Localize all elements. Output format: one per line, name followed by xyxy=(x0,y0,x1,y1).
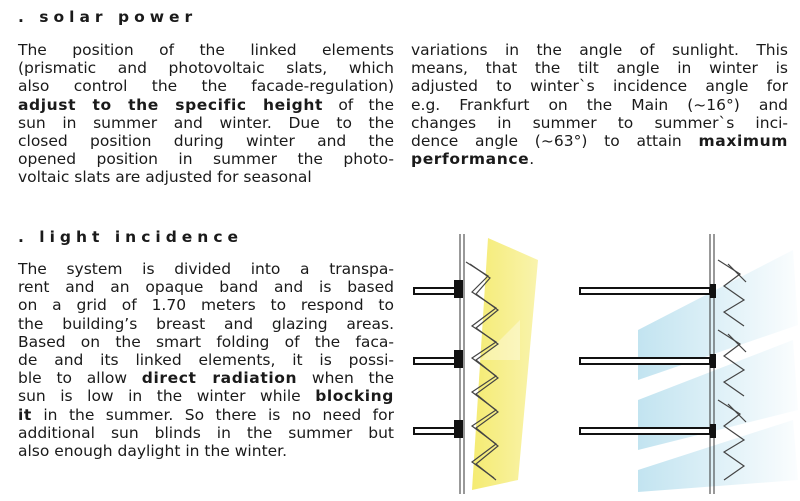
text-run: voltaic slats are adjusted for seasonal xyxy=(18,168,312,187)
text-line xyxy=(18,351,394,369)
text-run: ble to allow xyxy=(18,369,142,388)
text-line xyxy=(18,150,394,168)
summer-sunlight-band xyxy=(638,250,798,492)
text-line xyxy=(411,132,788,150)
text-line xyxy=(18,315,394,333)
text-line xyxy=(18,41,394,59)
text-line xyxy=(18,260,394,278)
text-run: in the summer. So there is no need for xyxy=(31,405,394,424)
text-run: the building’s breast and glazing areas. xyxy=(18,314,394,333)
facade-section-diagrams xyxy=(410,230,800,498)
emphasis-text: performance xyxy=(411,150,530,169)
emphasis-text: direct radiation xyxy=(141,369,298,388)
text-line xyxy=(411,41,788,59)
text-line xyxy=(18,387,394,405)
text-line xyxy=(18,278,394,296)
text-run: sun is low in the winter while xyxy=(18,387,316,406)
text-line xyxy=(18,168,394,186)
text-line xyxy=(18,333,394,351)
text-line xyxy=(18,96,394,114)
text-line xyxy=(411,96,788,114)
winter-facade-diagram xyxy=(414,234,538,494)
text-line xyxy=(18,77,394,95)
text-line xyxy=(18,406,394,424)
winter-floor-slabs xyxy=(414,280,463,438)
text-run: e.g. Frankfurt on the Main (~16°) and xyxy=(411,95,788,114)
text-run: additional sun blinds in the summer but xyxy=(18,423,394,442)
text-run: de and its linked elements, it is possi- xyxy=(18,351,394,370)
solar-power-text-left xyxy=(18,41,394,187)
text-line xyxy=(18,442,394,460)
text-line xyxy=(18,59,394,77)
text-line xyxy=(18,296,394,314)
text-line xyxy=(18,132,394,150)
emphasis-text: adjust to the specific height xyxy=(18,95,324,114)
text-run: variations in the angle of sunlight. This xyxy=(411,41,788,59)
light-incidence-text xyxy=(18,260,394,460)
emphasis-text: blocking xyxy=(315,387,394,406)
section-title-light-incidence: . light incidence xyxy=(18,228,244,246)
text-line xyxy=(411,77,788,95)
text-line xyxy=(18,369,394,387)
text-run: adjusted to winter`s incidence angle for xyxy=(411,77,788,96)
text-run: on a grid of 1.70 meters to respond to xyxy=(18,296,394,315)
section-title-solar-power: . solar power xyxy=(18,8,198,26)
text-line xyxy=(411,59,788,77)
text-run: . xyxy=(529,150,535,169)
text-run: changes in summer to summer`s inci- xyxy=(411,113,788,132)
text-run: of the xyxy=(323,95,394,114)
text-line xyxy=(18,114,394,132)
emphasis-text: it xyxy=(18,405,32,424)
text-line xyxy=(411,114,788,132)
text-run: rent and an opaque band and is based xyxy=(18,278,394,297)
text-line xyxy=(411,150,788,168)
solar-power-text-right xyxy=(411,41,788,168)
text-run: also enough daylight in the winter. xyxy=(18,442,288,461)
text-run: dence angle (~63°) to attain xyxy=(411,132,699,151)
text-run: opened position in summer the photo- xyxy=(18,150,394,169)
text-run: closed position during winter and the xyxy=(18,132,394,151)
winter-sunlight-band xyxy=(472,238,538,490)
text-run: also control the the facade-regulation) xyxy=(18,77,394,96)
text-run: (prismatic and photovoltaic slats, which xyxy=(18,59,394,78)
text-run: The system is divided into a transpa- xyxy=(18,260,394,278)
text-run: The position of the linked elements xyxy=(18,41,394,59)
text-line xyxy=(18,424,394,442)
emphasis-text: maximum xyxy=(698,132,788,151)
text-run: means, that the tilt angle in winter is xyxy=(411,59,788,78)
text-run: sun in summer and winter. Due to the xyxy=(18,113,394,132)
text-run: Based on the smart folding of the faca- xyxy=(18,332,394,351)
text-run: when the xyxy=(297,369,394,388)
summer-facade-diagram xyxy=(580,234,798,494)
